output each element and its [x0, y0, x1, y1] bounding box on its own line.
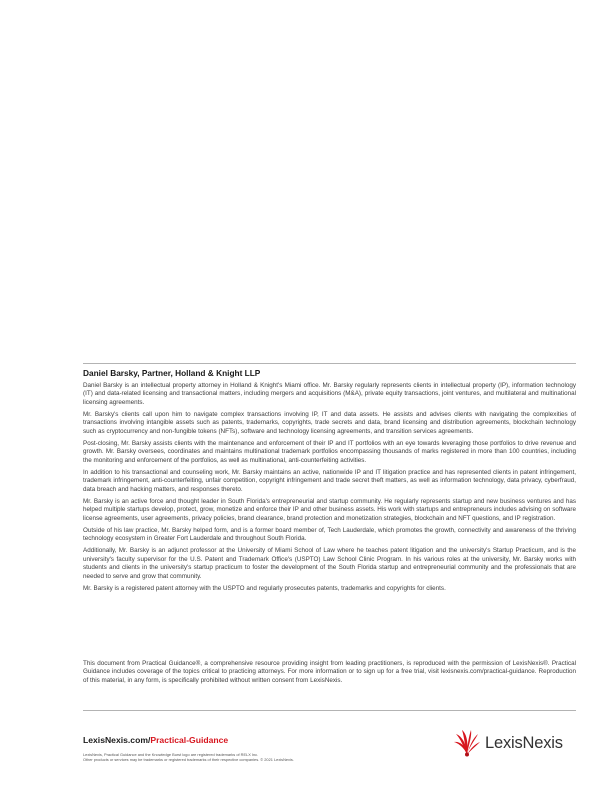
author-bio	[83, 363, 576, 597]
fine-print-line: LexisNexis, Practical Guidance and the Knowledge Burst logo are registered trademarks of RELX Inc.	[83, 752, 259, 757]
bio-paragraph: Outside of his law practice, Mr. Barsky helped form, and is a former board member of, Tech Lauderdale, which promotes the growth, connectivity and awareness of the thriving technology ecosystem in Greater Fort Lauderdale and throughout South Florida.	[83, 526, 576, 543]
bio-paragraph: Mr. Barsky is an active force and thought leader in South Florida's entrepreneurial and startup community. He regularly represents startup and new business ventures and has helped multiple startups develop, protect, grow, monetize and enforce their IP and other business assets. His work with startups and entrepreneurs includes advising on software license agreements, user agreements, privacy policies, brand clearance, brand protection and monetization strategies, blockchain and NFT questions, and IP registration.	[83, 497, 576, 522]
knowledge-burst-icon	[452, 728, 482, 758]
lexisnexis-logo	[452, 726, 582, 760]
link-domain: LexisNexis.com/	[83, 735, 151, 745]
bio-paragraph: Additionally, Mr. Barsky is an adjunct professor at the University of Miami School of Law where he teaches patent litigation and the university's Startup Practicum, and is the university's faculty supervisor for the U.S. Patent and Trademark Office's (USPTO) Law School Clinic Program. In his various roles at the university, Mr. Barsky works with students and clients in the university's startup practicum to foster the development of the South Florida startup and entrepreneurial community and the professionals that are needed to serve and grow that community.	[83, 547, 576, 580]
logo-wordmark: LexisNexis	[485, 733, 563, 752]
copyright-notice	[83, 660, 576, 685]
bio-paragraph: Post-closing, Mr. Barsky assists clients with the maintenance and enforcement of their IP and IT portfolios with an eye towards leveraging those portfolios to drive revenue and growth. Mr. Barsky oversees, coordinates and maintains multinational trademark portfolios encompassing thousands of marks registered in more than 100 countries, including the monitoring and enforcement of the portfolios, as well as multinational, anti-counterfeiting activities.	[83, 439, 576, 464]
bio-top-divider	[83, 363, 576, 364]
notice-text: This document from Practical Guidance®, a comprehensive resource providing insight from leading practitioners, is reproduced with the permission of LexisNexis®. Practical Guidance includes coverage of the topics critical to practicing attorneys. For more information or to sign up for a free trial, visit lexisnexis.com/practical-guidance. Reproduction of this material, in any form, is specifically prohibited without written consent from LexisNexis.	[83, 660, 576, 684]
practical-guidance-link[interactable]	[83, 735, 228, 745]
bio-paragraph: Mr. Barsky is a registered patent attorney with the USPTO and regularly prosecutes patents, trademarks and copyrights for clients.	[83, 584, 446, 592]
fine-print-line: Other products or services may be trademarks or registered trademarks of their respective companies. © 2021 LexisNexis.	[83, 757, 294, 763]
trademark-fine-print	[83, 752, 413, 762]
bio-paragraph: In addition to his transactional and counseling work, Mr. Barsky maintains an active, nationwide IP and IT litigation practice and has represented clients in patent infringement, trademark infringement, anti-counterfeiting, unfair competition, copyright infringement and trade secret theft matters, as well as information technology, data privacy, cyberfraud, data breach and hacking matters, and responses thereto.	[83, 468, 576, 493]
bio-title: Daniel Barsky, Partner, Holland & Knight LLP	[83, 368, 261, 378]
link-path: Practical-Guidance	[150, 735, 229, 745]
bio-paragraph: Mr. Barsky's clients call upon him to navigate complex transactions involving IP, IT and data assets. He assists and advises clients with navigating the complexities of transactions involving intangible assets such as patents, trademarks, copyrights, trade secrets and data, brand licensing and distribution agreements, blockchain technology such as cryptocurrency and non-fungible tokens (NFTs), software and technology licensing agreements, and transition services agreements.	[83, 410, 576, 435]
bio-paragraph: Daniel Barsky is an intellectual property attorney in Holland & Knight's Miami office. Mr. Barsky regularly represents clients in intellectual property (IP), information technology (IT) and data-related licensing and transactional matters, including mergers and acquisitions (M&A), private equity transactions, joint ventures, and multilateral and multinational licensing agreements.	[83, 382, 576, 406]
footer-divider	[83, 710, 576, 711]
